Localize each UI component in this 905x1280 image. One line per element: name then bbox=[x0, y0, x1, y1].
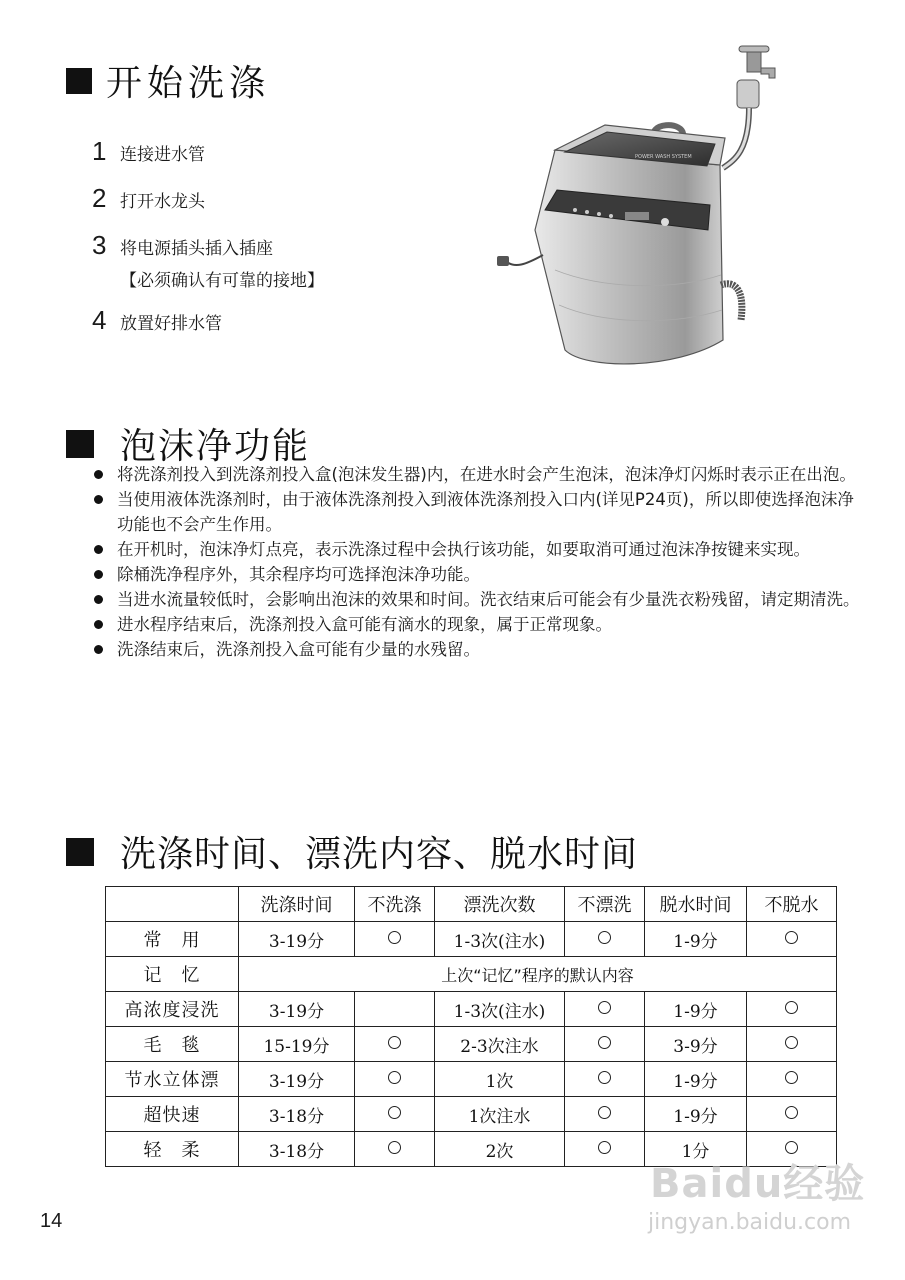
circle-mark-icon bbox=[388, 1036, 401, 1049]
section-title-start-wash bbox=[66, 55, 270, 106]
watermark bbox=[640, 1140, 880, 1250]
section-title-text: 开始洗涤 bbox=[106, 63, 271, 104]
value-cell: 15-19分 bbox=[239, 1027, 355, 1062]
circle-mark-icon bbox=[388, 1106, 401, 1119]
foam-bullet-list bbox=[92, 462, 862, 662]
step-text: 打开水龙头 bbox=[120, 192, 205, 212]
faucet-icon bbox=[737, 46, 775, 108]
circle-cell bbox=[747, 992, 837, 1027]
circle-cell bbox=[565, 1132, 645, 1167]
step-number: 3 bbox=[92, 230, 107, 260]
circle-cell bbox=[355, 1062, 435, 1097]
value-cell: 1-9分 bbox=[645, 1062, 747, 1097]
bullet-item: 当进水流量较低时，会影响出泡沫的效果和时间。洗衣结束后可能会有少量洗衣粉残留，请定期清洗。 bbox=[92, 587, 862, 612]
circle-cell bbox=[565, 1097, 645, 1132]
bullet-dot-icon bbox=[94, 595, 103, 604]
table-header-cell: 洗涤时间 bbox=[239, 887, 355, 922]
step-item bbox=[92, 305, 222, 336]
value-cell: 1-9分 bbox=[645, 992, 747, 1027]
table-header-row bbox=[106, 887, 837, 922]
circle-mark-icon bbox=[598, 1141, 611, 1154]
circle-mark-icon bbox=[785, 1106, 798, 1119]
circle-mark-icon bbox=[388, 931, 401, 944]
step-number: 1 bbox=[92, 136, 107, 166]
bullet-item: 进水程序结束后，洗涤剂投入盒可能有滴水的现象，属于正常现象。 bbox=[92, 612, 862, 637]
step-item bbox=[92, 230, 273, 261]
value-cell: 3-19分 bbox=[239, 992, 355, 1027]
watermark-brand: Baidu经验 bbox=[650, 1161, 866, 1207]
memo-cell: 上次“记忆”程序的默认内容 bbox=[239, 957, 837, 992]
step-text: 将电源插头插入插座 bbox=[120, 239, 273, 259]
circle-mark-icon bbox=[598, 931, 611, 944]
circle-mark-icon bbox=[598, 1001, 611, 1014]
circle-mark-icon bbox=[785, 1001, 798, 1014]
bullet-dot-icon bbox=[94, 645, 103, 654]
panel-label: POWER WASH SYSTEM bbox=[635, 154, 692, 160]
section-title-text: 泡沫净功能 bbox=[120, 426, 311, 467]
circle-mark-icon bbox=[785, 1036, 798, 1049]
circle-cell bbox=[747, 1062, 837, 1097]
program-name-cell: 毛 毯 bbox=[106, 1027, 239, 1062]
bullet-item: 将洗涤剂投入到洗涤剂投入盒(泡沫发生器)内，在进水时会产生泡沫，泡沫净灯闪烁时表示正在出泡。 bbox=[92, 462, 862, 487]
value-cell: 2-3次注水 bbox=[435, 1027, 565, 1062]
circle-mark-icon bbox=[785, 1071, 798, 1084]
value-cell: 1-9分 bbox=[645, 922, 747, 957]
circle-cell bbox=[355, 1027, 435, 1062]
circle-mark-icon bbox=[598, 1036, 611, 1049]
value-cell: 1次 bbox=[435, 1062, 565, 1097]
value-cell: 3-9分 bbox=[645, 1027, 747, 1062]
circle-cell bbox=[747, 1027, 837, 1062]
step-item bbox=[92, 136, 205, 167]
grounding-note: 【必须确认有可靠的接地】 bbox=[120, 271, 324, 291]
table-row bbox=[106, 922, 837, 957]
value-cell: 1分 bbox=[645, 1132, 747, 1167]
section-title-text: 洗涤时间、漂洗内容、脱水时间 bbox=[120, 834, 639, 875]
bullet-dot-icon bbox=[94, 620, 103, 629]
section-title-times bbox=[66, 826, 638, 877]
page-number: 14 bbox=[40, 1210, 63, 1232]
program-name-cell: 高浓度浸洗 bbox=[106, 992, 239, 1027]
circle-mark-icon bbox=[785, 931, 798, 944]
step-number: 4 bbox=[92, 305, 107, 335]
circle-cell bbox=[355, 922, 435, 957]
bullet-dot-icon bbox=[94, 470, 103, 479]
circle-cell bbox=[747, 922, 837, 957]
table-header-cell: 不漂洗 bbox=[565, 887, 645, 922]
watermark-url: jingyan.baidu.com bbox=[648, 1210, 852, 1235]
circle-mark-icon bbox=[598, 1071, 611, 1084]
circle-cell bbox=[355, 1097, 435, 1132]
washing-machine-illustration bbox=[495, 40, 785, 390]
program-name-cell: 轻 柔 bbox=[106, 1132, 239, 1167]
program-name-cell: 常 用 bbox=[106, 922, 239, 957]
table-header-cell: 不洗涤 bbox=[355, 887, 435, 922]
program-name-cell: 节水立体漂 bbox=[106, 1062, 239, 1097]
table-row bbox=[106, 957, 837, 992]
bullet-item: 洗涤结束后，洗涤剂投入盒可能有少量的水残留。 bbox=[92, 637, 862, 662]
circle-mark-icon bbox=[388, 1071, 401, 1084]
bullet-item: 除桶洗净程序外，其余程序均可选择泡沫净功能。 bbox=[92, 562, 862, 587]
table-header-cell bbox=[106, 887, 239, 922]
table-row bbox=[106, 1097, 837, 1132]
program-name-cell: 超快速 bbox=[106, 1097, 239, 1132]
square-bullet-icon bbox=[66, 430, 94, 458]
value-cell: 3-19分 bbox=[239, 1062, 355, 1097]
bullet-dot-icon bbox=[94, 545, 103, 554]
step-number: 2 bbox=[92, 183, 107, 213]
square-bullet-icon bbox=[66, 838, 94, 866]
table-row bbox=[106, 1062, 837, 1097]
value-cell: 3-18分 bbox=[239, 1097, 355, 1132]
circle-cell bbox=[565, 922, 645, 957]
circle-mark-icon bbox=[598, 1106, 611, 1119]
program-name-cell: 记 忆 bbox=[106, 957, 239, 992]
value-cell: 3-18分 bbox=[239, 1132, 355, 1167]
value-cell: 2次 bbox=[435, 1132, 565, 1167]
bullet-item: 当使用液体洗涤剂时，由于液体洗涤剂投入到液体洗涤剂投入口内(详见P24页)，所以即使选择泡沫净功能也不会产生作用。 bbox=[92, 487, 862, 537]
circle-cell bbox=[565, 1027, 645, 1062]
value-cell: 3-19分 bbox=[239, 922, 355, 957]
circle-cell bbox=[565, 992, 645, 1027]
circle-mark-icon bbox=[388, 1141, 401, 1154]
circle-cell bbox=[747, 1097, 837, 1132]
value-cell: 1-3次(注水) bbox=[435, 992, 565, 1027]
table-row bbox=[106, 1027, 837, 1062]
step-text: 连接进水管 bbox=[120, 145, 205, 165]
circle-cell bbox=[565, 1062, 645, 1097]
circle-cell bbox=[355, 1132, 435, 1167]
value-cell: 1次注水 bbox=[435, 1097, 565, 1132]
step-item bbox=[92, 183, 205, 214]
table-header-cell: 不脱水 bbox=[747, 887, 837, 922]
step-text: 放置好排水管 bbox=[120, 314, 222, 334]
bullet-dot-icon bbox=[94, 495, 103, 504]
bullet-item: 在开机时，泡沫净灯点亮，表示洗涤过程中会执行该功能，如要取消可通过泡沫净按键来实现。 bbox=[92, 537, 862, 562]
value-cell: 1-3次(注水) bbox=[435, 922, 565, 957]
value-cell bbox=[355, 992, 435, 1027]
square-bullet-icon bbox=[66, 68, 92, 94]
table-header-cell: 脱水时间 bbox=[645, 887, 747, 922]
bullet-dot-icon bbox=[94, 570, 103, 579]
table-row bbox=[106, 992, 837, 1027]
table-header-cell: 漂洗次数 bbox=[435, 887, 565, 922]
program-time-table bbox=[105, 886, 837, 1167]
value-cell: 1-9分 bbox=[645, 1097, 747, 1132]
